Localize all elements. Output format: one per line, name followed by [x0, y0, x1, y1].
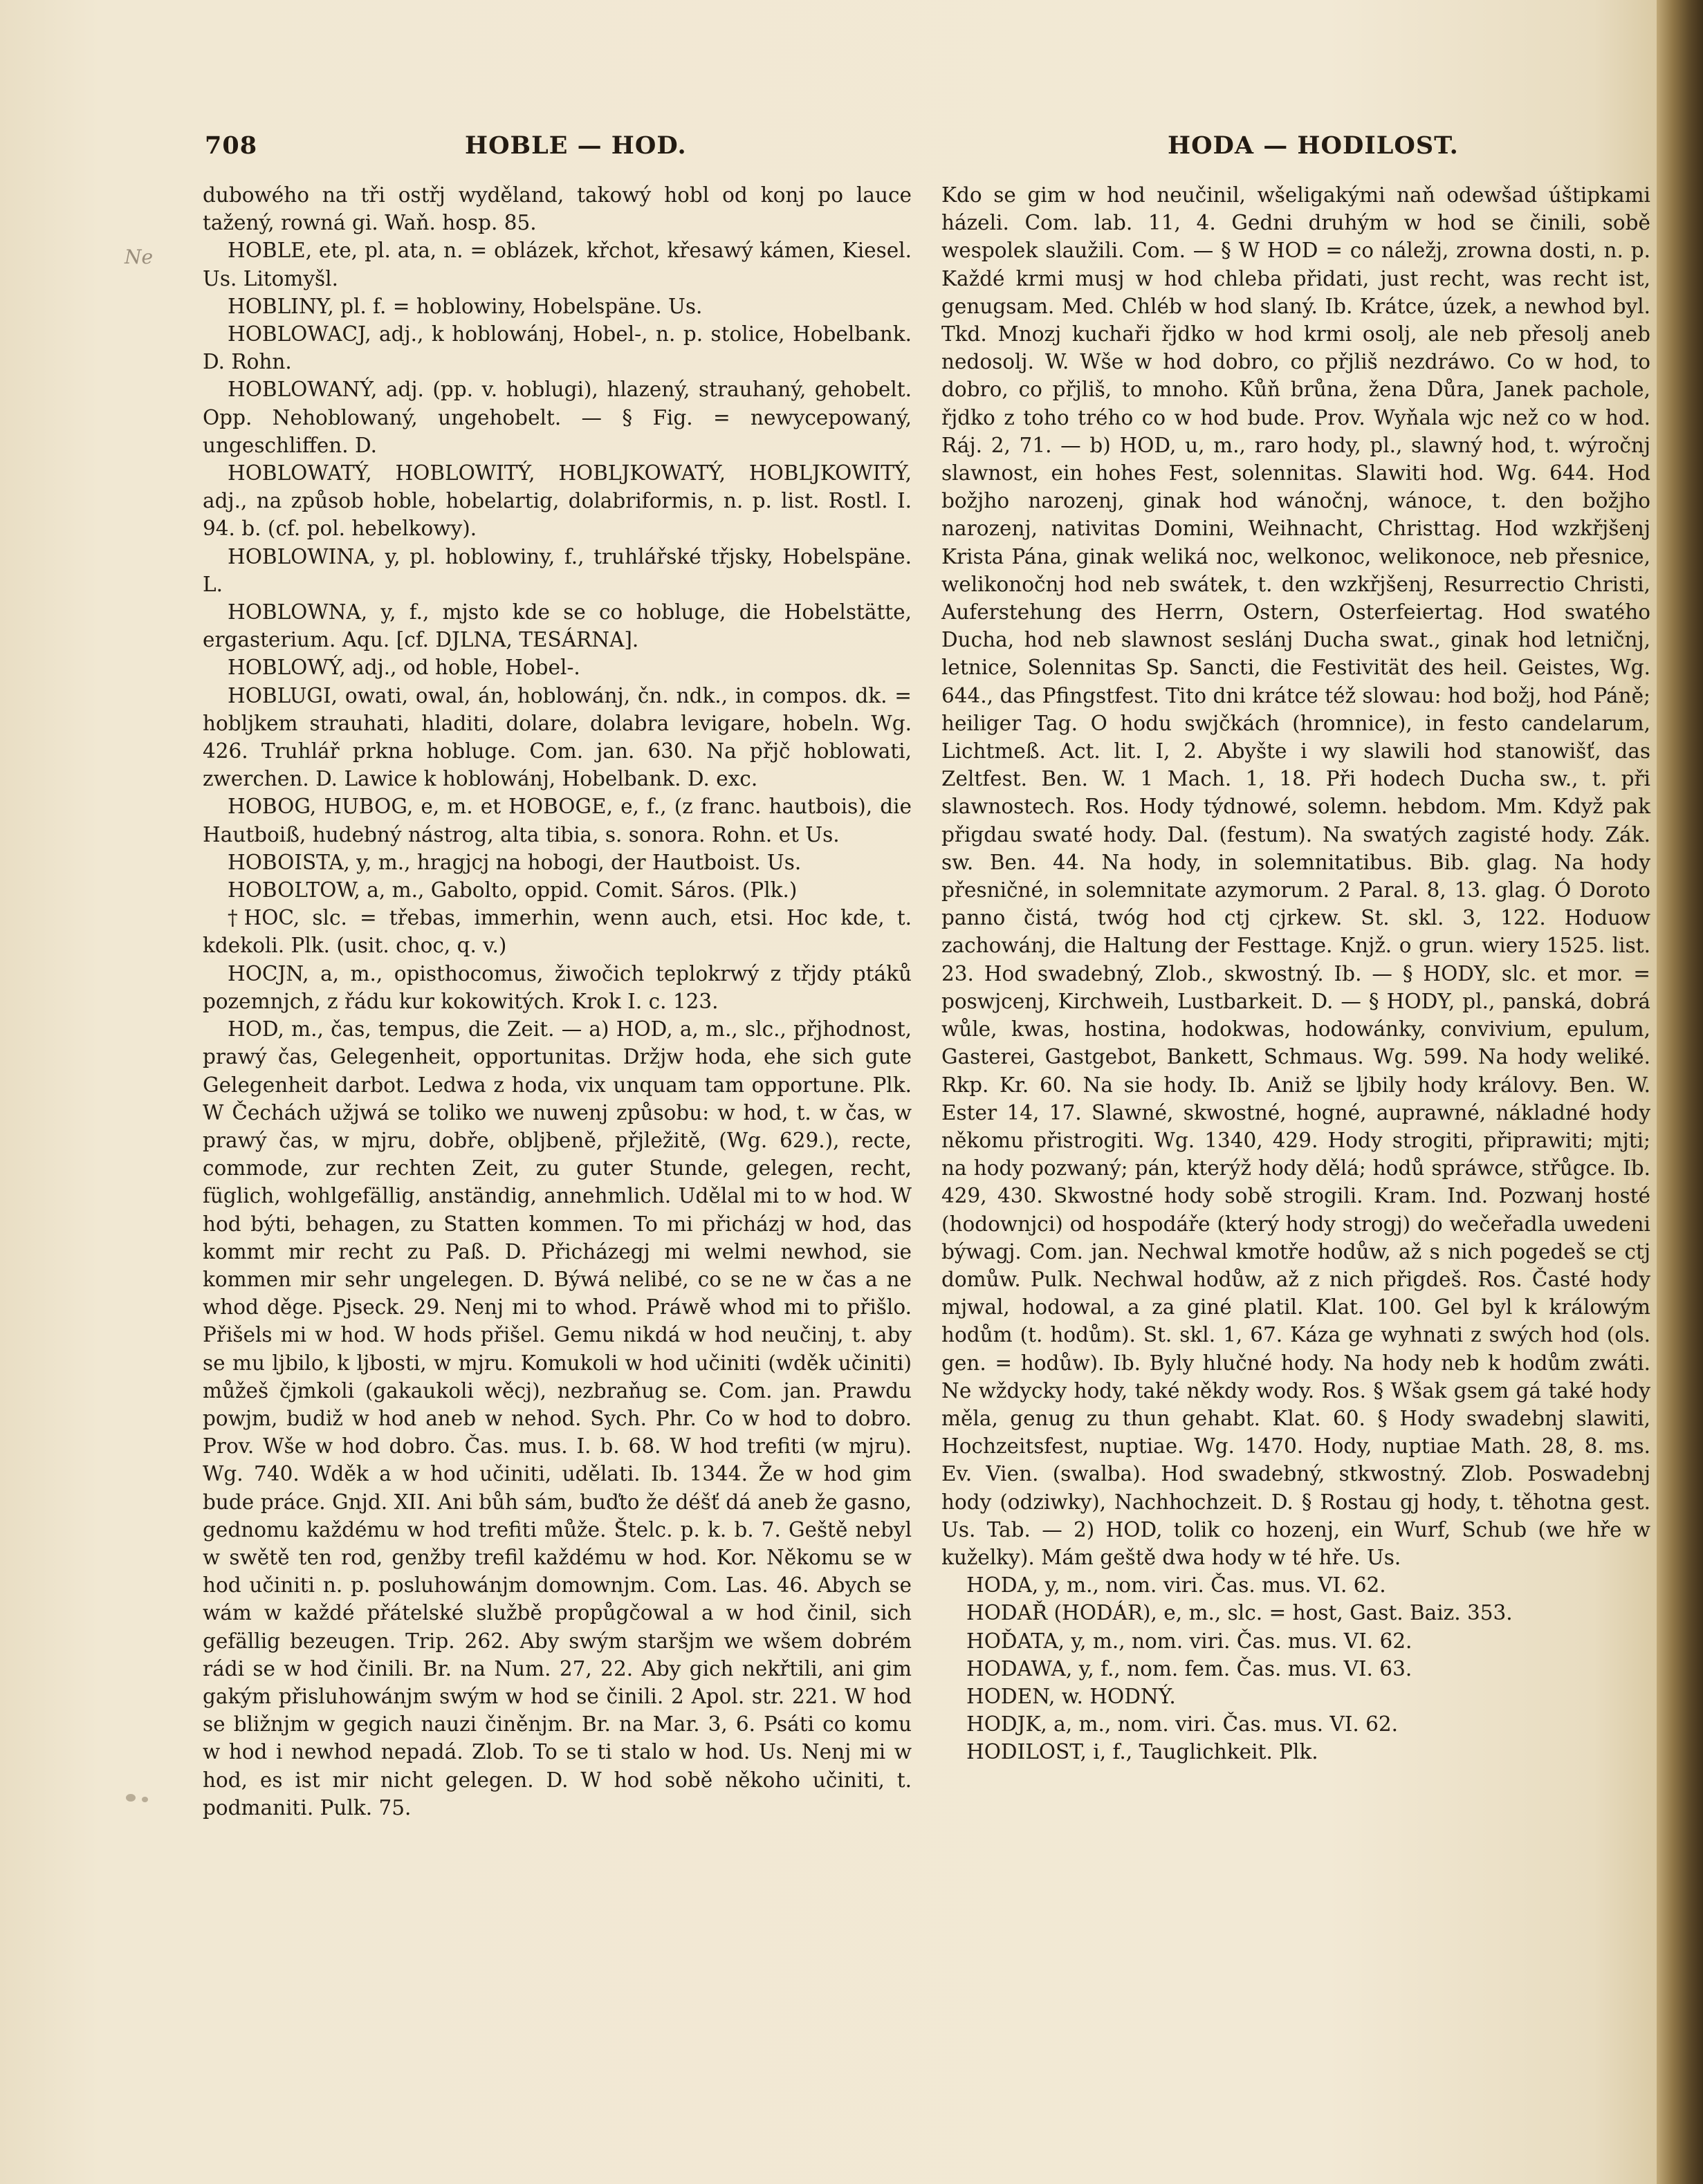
- entry-hodilost: HODILOST, i, f., Tauglichkeit. Plk.: [966, 1740, 1318, 1764]
- entry-hodar: HODAŘ (HODÁR), e, m., slc. = host, Gast. Baiz. 353.: [966, 1601, 1513, 1625]
- entry-hoda: HODA, y, m., nom. viri. Čas. mus. VI. 62.: [966, 1573, 1386, 1598]
- entry-hoblowina: HOBLOWINA, y, pl. hoblowiny, f., truhlářské třjsky, Hobelspäne. L.: [203, 544, 912, 596]
- entry-hoboista: HOBOISTA, y, m., hragjcj na hobogi, der Hautboist. Us.: [228, 850, 802, 874]
- entry-hoblugi: HOBLUGI, owati, owal, án, hoblowánj, čn. ndk., in compos. dk. = hobljkem strauhati, hladiti, dolare, dolabra levigare, hobeln. Wg. 426. Truhlář prkna hobluge. Com. jan. 630. Na přjč hoblowati, zwerchen. D. Lawice k hoblowánj, Hobelbank. D. exc.: [203, 683, 912, 791]
- entry-hodjk: HODJK, a, m., nom. viri. Čas. mus. VI. 62.: [966, 1712, 1399, 1737]
- entry-hoblowaty: HOBLOWATÝ, HOBLOWITÝ, HOBLJKOWATÝ, HOBLJKOWITÝ, adj., na způsob hoble, hobelartig, dolabriformis, n. p. list. Rostl. I. 94. b. (cf. pol. hebelkowy).: [203, 461, 912, 541]
- entry-hocjn: HOCJN, a, m., opisthocomus, žiwočich teplokrwý z třjdy ptáků pozemnjch, z řádu kur kokowitých. Krok I. c. 123.: [203, 961, 912, 1013]
- entry-hoblowacj: HOBLOWACJ, adj., k hoblowánj, Hobel-, n. p. stolice, Hobelbank. D. Rohn.: [203, 322, 912, 374]
- entry-hoblowy: HOBLOWÝ, adj., od hoble, Hobel-.: [228, 656, 580, 680]
- entry-hod: HOD, m., čas, tempus, die Zeit. — a) HOD, a, m., slc., přjhodnost, prawý čas, Gelegenheit, opportunitas. Držjw hoda, ehe sich gute Gelegenheit darbot. Ledwa z hoda, vix unquam tam opportune. Plk. W Čechách užjwá se toliko we nuwenj způsobu: w hod, t. w čas, w prawý čas, w mjru, dobře, obljbeně, přjležitě, (Wg. 629.), recte, commode, zur rechten Zeit, zu guter Stunde, gelegen, recht, füglich, wohlgefällig, anständig, annehmlich. Udělal mi to w hod. W hod býti, behagen, zu Statten kommen. To mi přicházj w hod, das kommt mir recht zu Paß. D. Přicházegj mi welmi newhod, sie kommen mir sehr ungelegen. D. Býwá nelibé, co se ne w čas a ne whod děge. Pjseck. 29. Nenj mi to whod. Práwě whod mi to přišlo. Přišels mi w hod. W hods přišel. Gemu nikdá w hod neučinj, t. aby se mu ljbilo, k ljbosti, w mjru. Komukoli w hod učiniti (wděk učiniti) můžeš čjmkoli (gakaukoli wěcj), nezbraňug se. Com. jan. Prawdu powjm, budiž w hod aneb w nehod. Sych. Phr. Co w hod to dobro. Prov. Wše w hod dobro. Čas. mus. I. b. 68. W hod trefiti (w mjru). Wg. 740. Wděk a w hod učiniti, udělati. Ib. 1344. Že w hod gim bude práce. Gnjd. XII. Ani bůh sám, buďto že déšť dá aneb že gasno, gednomu každému w hod trefiti může. Štelc. p. k. b. 7. Geště nebyl w swětě ten rod, genžby trefil každému w hod. Kor. Někomu se w hod učiniti n. p. posluhowánjm domownjm. Com. Las. 46. Abych se wám w každé přátelské službě propůgčowal a w hod činil, sich gefällig bezeugen. Trip. 262. Aby swým staršjm we wšem dobrém rádi se w hod činili. Br. na Num. 27, 22. Aby gich nekřtili, ani gim gakým přisluhowánjm swým w hod se činili. 2 Apol. str. 221. W hod se bližnjm w gegich nauzi činěnjm. Br. na Mar. 3, 6. Psáti co komu w hod i newhod nepadá. Zlob. To se ti stalo w hod. Us. Nenj mi w hod, es ist mir nicht gelegen. D. W hod sobě někoho učiniti, t. podmaniti. Pulk. 75.: [203, 1017, 912, 1820]
- left-running-head: HOBLE — HOD.: [465, 131, 687, 160]
- entry-hodata: HOĎATA, y, m., nom. viri. Čas. mus. VI. 62.: [966, 1629, 1412, 1653]
- left-column: [203, 181, 912, 1822]
- ink-stain: [142, 1797, 148, 1802]
- entry-hoc: †HOC, slc. = třebas, immerhin, wenn auch, etsi. Hoc kde, t. kdekoli. Plk. (usit. choc, q. v.): [203, 906, 912, 958]
- entry-hoblowna: HOBLOWNA, y, f., mjsto kde se co hobluge, die Hobelstätte, ergasterium. Aqu. [cf. DJLNA, TESÁRNA].: [203, 600, 912, 652]
- book-binding: [1657, 0, 1703, 2184]
- entry-hoblowany: HOBLOWANÝ, adj. (pp. v. hoblugi), hlazený, strauhaný, gehobelt. Opp. Nehoblowaný, ungehobelt. — § Fig. = newycepowaný, ungeschliffen. D.: [203, 378, 912, 457]
- entry-hoboltow: HOBOLTOW, a, m., Gaboltо, oppid. Comit. Sáros. (Plk.): [228, 878, 798, 903]
- right-running-head: HODA — HODILOST.: [1168, 131, 1459, 160]
- entry-hoble: HOBLE, ete, pl. ata, n. = oblázek, křchot, křesawý kámen, Kiesel. Us. Litomyšl.: [203, 239, 912, 290]
- entry-continuation: dubowého na tři ostřj wyděland, takowý hobl od konj po lauce tažený, rowná gi. Waň. hosp. 85.: [203, 183, 912, 235]
- right-column: [941, 181, 1650, 1766]
- margin-annotation: Ne: [125, 246, 154, 268]
- entry-hobog: HOBOG, HUBOG, e, m. et HOBOGE, e, f., (z franc. hautbois), die Hautboiß, hudebný nástrog, alta tibia, s. sonora. Rohn. et Us.: [203, 795, 912, 846]
- page-number: 708: [205, 131, 258, 160]
- entry-hobliny: HOBLINY, pl. f. = hoblowiny, Hobelspäne. Us.: [228, 294, 703, 318]
- entry-hoden: HODEN, w. HODNÝ.: [966, 1684, 1176, 1708]
- ink-stain: [126, 1794, 136, 1802]
- entry-hod-continuation: Kdo se gim w hod neučinil, wšeligakými naň odewšad úštipkami házeli. Com. lab. 11, 4. Gedni druhým w hod se činili, sobě wespolek slaužili. Com. — § W HOD = co náležj, zrowna dosti, n. p. Každé krmi musj w hod chleba přidati, just recht, was recht ist, genugsam. Med. Chléb w hod slaný. Ib. Krátce, úzek, a newhod byl. Tkd. Mnozj kuchaři řjdko w hod krmi osolj, ale neb přesolj aneb nedosolj. W. Wše w hod dobro, co přjliš nezdráwo. Co w hod, to dobro, co přjliš, to mnoho. Kůň brůna, žena Důra, Janek pachole, řjdko z toho trého co w hod bude. Prov. Wyňala wjc než co w hod. Ráj. 2, 71. — b) HOD, u, m., raro hody, pl., slawný hod, t. wýročnj slawnost, ein hohes Fest, solennitas. Slawiti hod. Wg. 644. Hod božjho narozenj, ginak hod wánočnj, wánoce, t. den božjho narozenj, nativitas Domini, Weihnacht, Christtag. Hod wzkřjšenj Krista Pána, ginak weliká noc, welkonoc, welikonoce, neb přesnice, welikonočnj hod neb swátek, t. den wzkřjšenj, Resurrectio Christi, Auferstehung des Herrn, Ostern, Osterfeiertag. Hod swatého Ducha, hod neb slawnost seslánj Ducha swat., ginak hod letničnj, letnice, Solennitas Sp. Sancti, die Festivität des heil. Geistes, Wg. 644., das Pfingstfest. Tito dni krátce též slowau: hod božj, hod Páně; heiliger Tag. O hodu swjčkách (hromnice), in festo candelarum, Lichtmeß. Act. lit. I, 2. Abyšte i wy slawili hod stanowišť, das Zeltfest. Ben. W. 1 Mach. 1, 18. Při hodech Ducha sw., t. při slawnostech. Ros. Hody týdnowé, solemn. hebdom. Mm. Když pak přigdau swaté hody. Dal. (festum). Na swatých zagisté hody. Zák. sw. Ben. 44. Na hody, in solemnitatibus. Bib. glag. Na hody přesničné, in solemnitate azymorum. 2 Paral. 8, 13. glag. Ó Doroto panno čistá, twóg hod ctj cjrkew. St. skl. 3, 122. Hoduow zachowánj, die Haltung der Festtage. Knjž. o grun. wiery 1525. list. 23. Hod swadebný, Zlob., skwostný. Ib. — § HODY, slc. et mor. = poswjcenj, Kirchweih, Lustbarkeit. D. — § HODY, pl., panská, dobrá wůle, kwas, hostina, hodokwas, hodowánky, convivium, epulum, Gasterei, Gastgebot, Bankett, Schmaus. Wg. 599. Na hody weliké. Rkp. Kr. 60. Na sie hody. Ib. Aniž se ljbily hody královy. Ben. W. Ester 14, 17. Slawné, skwostné, hogné, auprawné, nákladné hody někomu přistrogiti. Wg. 1340, 429. Hody strogiti, připrawiti; mjti; na hody pozwaný; pán, kterýž hody dělá; hodů spráwce, střůgce. Ib. 429, 430. Skwostné hody sobě strogili. Kram. Ind. Pozwanj hosté (hodownjci) od hospodáře (který hody strogj) do wečeřadla uwedeni býwagj. Com. jan. Nechwal kmotře hodůw, až s nich pogedeš se ctj domůw. Pulk. Nechwal hodůw, až z nich přigdeš. Ros. Časté hody mjwal, hodowal, a za giné platil. Klat. 100. Gel byl k králowým hodům (t. hodům). St. skl. 1, 67. Káza ge wyhnati z swých hod (ols. gen. = hodůw). Ib. Byly hlučné hody. Na hody neb k hodům zwáti. Ne wždycky hody, také někdy wody. Ros. § Wšak gsem gá také hody měla, genug zu thun gehabt. Klat. 60. § Hody swadebnj slawiti, Hochzeitsfest, nuptiae. Wg. 1470. Hody, nuptiae Math. 28, 8. ms. Ev. Vien. (swalba). Hod swadebný, stkwostný. Zlob. Poswadebnj hody (odziwky), Nachhochzeit. D. § Rostau gj hody, t. těhotna gest. Us. Tab. — 2) HOD, tolik co hozenj, ein Wurf, Schub (we hře w kuželky). Mám geště dwa hody w té hře. Us.: [941, 183, 1650, 1569]
- entry-hodawa: HODAWA, y, f., nom. fem. Čas. mus. VI. 63.: [966, 1656, 1412, 1681]
